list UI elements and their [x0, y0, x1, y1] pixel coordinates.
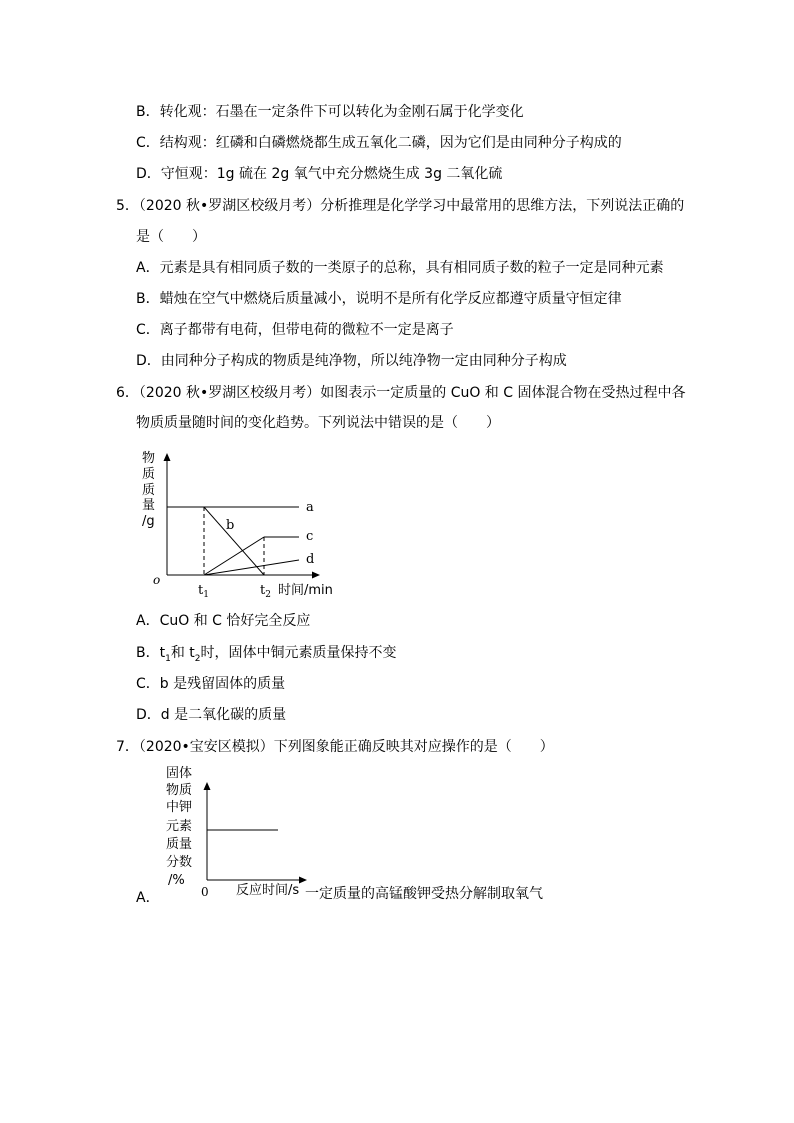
q7-option-a-desc: 一定质量的高锰酸钾受热分解制取氧气	[305, 886, 543, 902]
q6-ylabel-5: /g	[142, 514, 155, 529]
q7-x-arrow	[299, 877, 307, 884]
q6-label-c: c	[306, 529, 314, 544]
q6-series-d-line	[204, 560, 299, 575]
q5-option-d: D．由同种分子构成的物质是纯净物，所以纯净物一定由同种分子构成	[136, 353, 567, 369]
q6-label-d: d	[306, 552, 315, 567]
q6-ylabel-2: 质	[142, 467, 156, 482]
q6-tick-t2: $t_2$	[260, 583, 271, 600]
q7-ylabel-3: 中钾	[166, 800, 193, 815]
q7-ylabel-1: 固体	[166, 766, 193, 781]
q6-xlabel: 时间/min	[278, 583, 333, 598]
q6-stem-line2: 物质质量随时间的变化趋势。下列说法中错误的是（ ）	[136, 415, 500, 431]
q6-option-c: C．b 是残留固体的质量	[136, 676, 286, 692]
q6-stem-line1: 6．（2020 秋•罗湖区校级月考）如图表示一定质量的 CuO 和 C 固体混合物在受热过程中各	[116, 385, 686, 401]
q7-ylabel-5: 质量	[166, 837, 193, 852]
q4-option-c: C．结构观：红磷和白磷燃烧都生成五氧化二磷，因为它们是由同种分子构成的	[136, 135, 622, 151]
q6-label-b: b	[226, 518, 235, 533]
q6-y-arrow	[164, 453, 171, 461]
q6-ylabel-3: 质	[142, 483, 156, 498]
q6-tick-t1: $t_1$	[198, 583, 209, 600]
q5-option-c: C．离子都带有电荷，但带电荷的微粒不一定是离子	[136, 322, 454, 338]
q6-ylabel-4: 量	[142, 498, 156, 513]
q6-option-a: A．CuO 和 C 恰好完全反应	[136, 613, 311, 629]
q7-chart-xlabel: 反应时间/s	[236, 883, 300, 898]
q4-option-b: B．转化观：石墨在一定条件下可以转化为金刚石属于化学变化	[136, 104, 524, 120]
q5-option-b: B．蜡烛在空气中燃烧后质量减小，说明不是所有化学反应都遵守质量守恒定律	[136, 291, 622, 307]
q7-ylabel-7: /%	[168, 873, 185, 888]
q7-ylabel-2: 物质	[166, 783, 193, 798]
q6-label-a: a	[306, 500, 314, 515]
q6-chart	[125, 445, 355, 605]
q7-y-arrow	[204, 782, 211, 790]
q7-origin-label: 0	[201, 885, 209, 899]
q5-stem-line2: 是（ ）	[136, 229, 206, 245]
q5-option-a: A．元素是具有相同质子数的一类原子的总称，具有相同质子数的粒子一定是同种元素	[136, 260, 664, 276]
q6-option-d: D．d 是二氧化碳的质量	[136, 707, 287, 723]
q6-origin-label: o	[153, 573, 161, 587]
q7-ylabel-6: 分数	[166, 855, 193, 870]
q7-stem: 7．（2020•宝安区模拟）下列图象能正确反映其对应操作的是（ ）	[116, 739, 554, 755]
q4-option-d: D．守恒观：1g 硫在 2g 氧气中充分燃烧生成 3g 二氧化硫	[136, 166, 503, 182]
q7-ylabel-4: 元素	[166, 819, 193, 834]
q5-stem-line1: 5．（2020 秋•罗湖区校级月考）分析推理是化学学习中最常用的思维方法，下列说法正确的	[116, 198, 685, 214]
q6-ylabel-1: 物	[142, 451, 156, 466]
q7-option-a-prefix: A．	[136, 890, 160, 906]
q6-option-b: B．$t_1$和 $t_2$时，固体中铜元素质量保持不变	[136, 645, 397, 664]
q6-series-c-rise	[204, 537, 264, 575]
q6-x-arrow	[312, 572, 320, 579]
